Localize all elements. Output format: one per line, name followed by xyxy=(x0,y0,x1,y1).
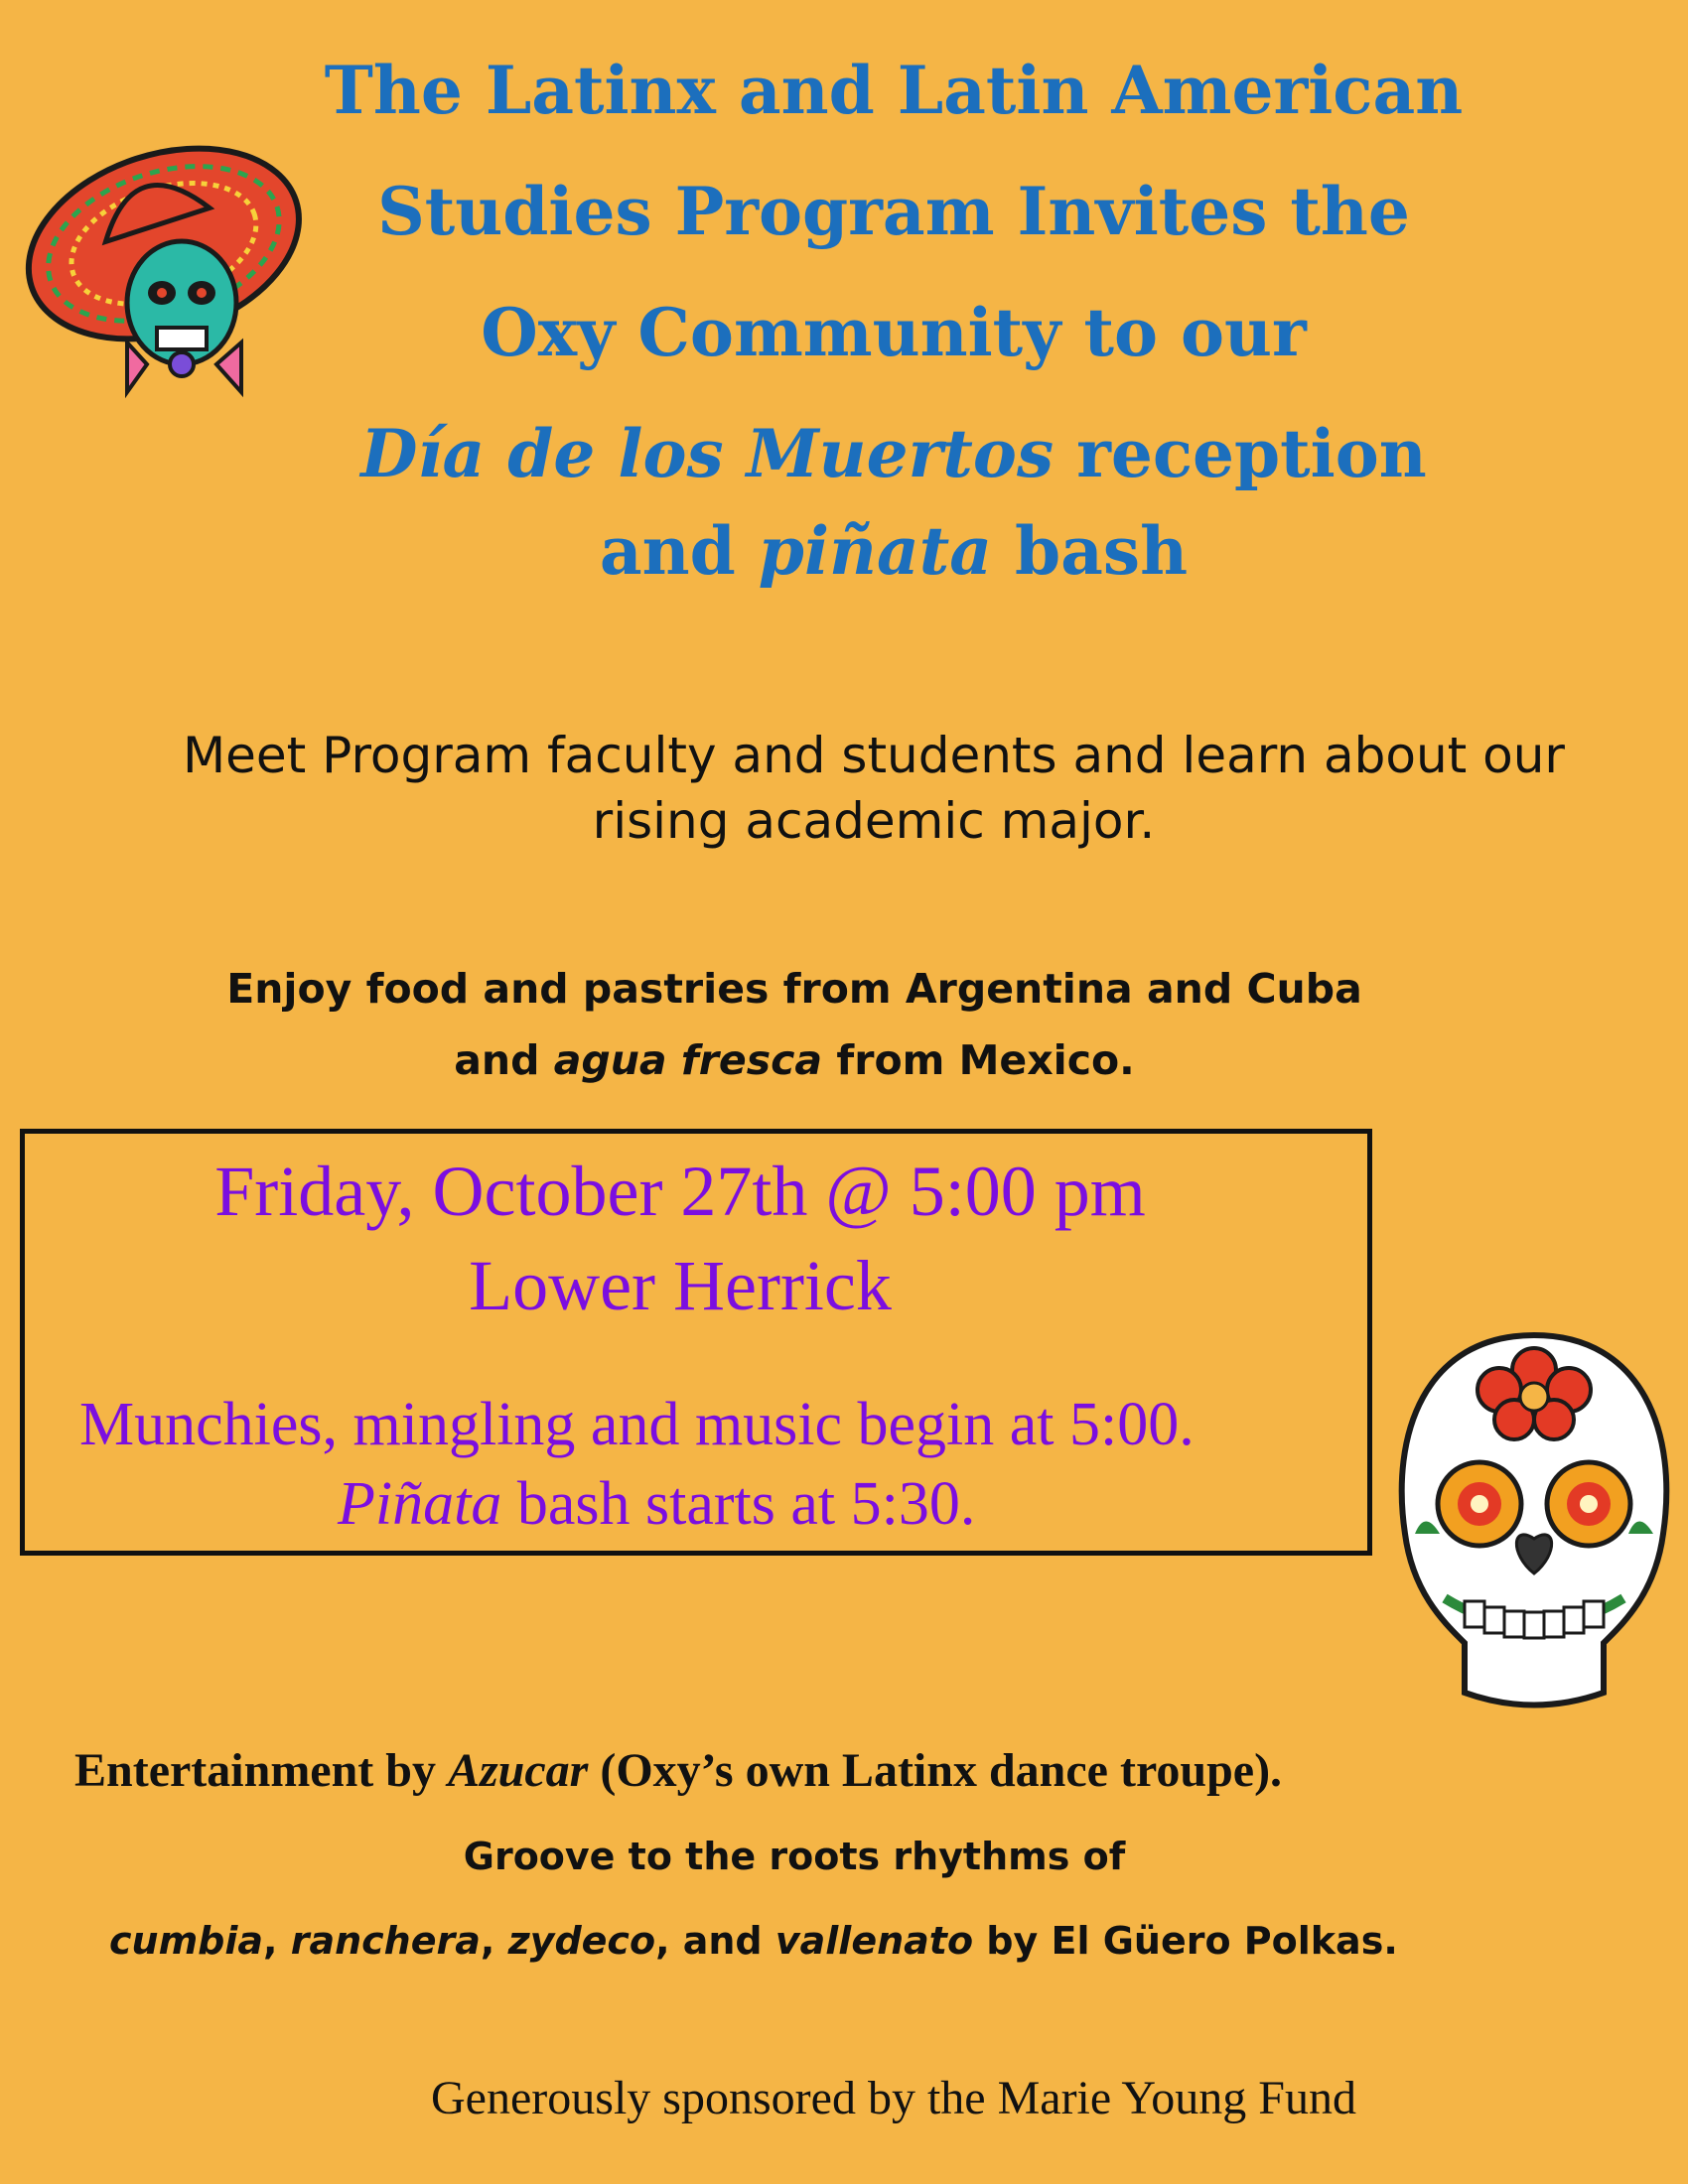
and-text: and xyxy=(599,512,759,590)
el-guero-polkas-text: by El Güero Polkas. xyxy=(973,1919,1398,1963)
title-line-1: The Latinx and Latin American xyxy=(324,52,1464,129)
sombrero-skull-icon xyxy=(18,104,316,412)
title-line-4 xyxy=(199,415,1589,492)
bash-text: bash xyxy=(992,512,1189,590)
dance-troupe-text: (Oxy’s own Latinx dance troupe). xyxy=(588,1744,1283,1797)
genre-zydeco: zydeco xyxy=(507,1919,656,1963)
food-line-2 xyxy=(149,1024,1440,1096)
pinata-text: piñata xyxy=(758,512,993,590)
agua-fresca-text: agua fresca xyxy=(553,1036,823,1084)
sugar-skull-icon xyxy=(1385,1325,1683,1722)
azucar-text: Azucar xyxy=(447,1744,589,1797)
pinata-schedule-text: Piñata xyxy=(338,1470,502,1538)
bash-starts-text: bash starts at 5:30. xyxy=(501,1470,976,1538)
genres-line xyxy=(109,1911,1499,1971)
intro-line-1: Meet Program faculty and students and learn about our xyxy=(183,727,1565,784)
reception-text: reception xyxy=(1054,415,1427,492)
event-location: Lower Herrick xyxy=(469,1246,892,1325)
genre-ranchera: ranchera xyxy=(290,1919,481,1963)
genre-vallenato: vallenato xyxy=(774,1919,974,1963)
entertainment-line xyxy=(74,1739,1564,1803)
event-schedule-1: Munchies, mingling and music begin at 5:00. xyxy=(79,1391,1195,1458)
event-datetime: Friday, October 27th @ 5:00 pm xyxy=(214,1152,1146,1231)
food-line-1: Enjoy food and pastries from Argentina and Cuba xyxy=(226,965,1362,1013)
genre-separator: , xyxy=(480,1919,508,1963)
entertainment-by-text: Entertainment by xyxy=(74,1744,448,1797)
sponsor-credit: Generously sponsored by the Marie Young Fund xyxy=(431,2072,1356,2124)
dia-de-los-muertos-text: Día de los Muertos xyxy=(360,415,1055,492)
food-and-text: and xyxy=(454,1036,554,1084)
genre-separator: , and xyxy=(655,1919,775,1963)
title-line-3: Oxy Community to our xyxy=(481,294,1307,371)
title-line-5 xyxy=(199,512,1589,590)
title-line-2: Studies Program Invites the xyxy=(377,173,1410,250)
intro-line-2: rising academic major. xyxy=(592,792,1156,850)
genre-separator: , xyxy=(263,1919,291,1963)
event-schedule-2 xyxy=(338,1464,1231,1544)
genre-cumbia: cumbia xyxy=(109,1919,264,1963)
groove-line: Groove to the roots rhythms of xyxy=(463,1835,1126,1878)
from-mexico-text: from Mexico. xyxy=(822,1036,1135,1084)
